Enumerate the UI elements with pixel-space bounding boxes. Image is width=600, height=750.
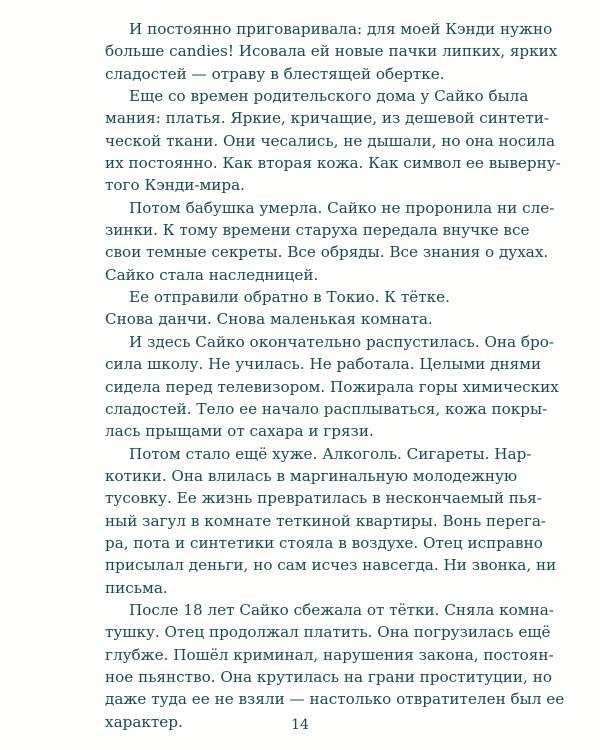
text-line: сила школу. Не училась. Не работала. Целыми днями [105, 355, 542, 374]
text-line: После 18 лет Сайко сбежала от тётки. Сняла комна- [129, 600, 554, 619]
text-line: ра, пота и синтетики стояла в воздухе. Отец исправно [105, 533, 543, 552]
text-line: мания: платья. Яркие, кричащие, из дешевой синтети- [105, 109, 550, 128]
text-line: Сайко стала наследницей. [105, 265, 319, 284]
text-line: свои темные секреты. Все обряды. Все знания о духах. [105, 243, 549, 262]
text-line: сладостей — отраву в блестящей обертке. [105, 64, 445, 83]
body-text [105, 18, 565, 733]
text-line: сидела перед телевизором. Пожирала горы химических [105, 377, 559, 396]
text-line: Потом бабушка умерла. Сайко не проронила ни сле- [129, 198, 555, 217]
text-line: даже туда ее не взяли — настолько отвратителен был ее [105, 690, 565, 709]
text-line: ное пьянство. Она крутилась на грани проституции, но [105, 667, 552, 686]
text-line: сладостей. Тело ее начало расплываться, кожа покры- [105, 399, 548, 418]
text-line: того Кэнди-мира. [105, 176, 246, 195]
text-line: больше candies! Исовала ей новые пачки липких, ярких [105, 42, 558, 61]
text-line: письма. [105, 578, 168, 597]
text-line: И постоянно приговаривала: для моей Кэнди нужно [129, 20, 553, 38]
text-line: присылал деньги, но сам исчез навсегда. Ни звонка, ни [105, 556, 557, 575]
text-line: Снова данчи. Снова маленькая комната. [105, 310, 433, 329]
text-line: зинки. К тому времени старуха передала внучке все [105, 221, 530, 240]
text-line: характер. [105, 712, 183, 731]
text-line: Потом стало ещё хуже. Алкоголь. Сигареты. Нар- [129, 444, 532, 463]
text-line: их постоянно. Как вторая кожа. Как символ ее выверну- [105, 154, 561, 173]
text-line: тусовку. Ее жизнь превратилась в нескончаемый пья- [105, 489, 542, 508]
text-line: Ее отправили обратно в Токио. К тётке. [129, 288, 450, 307]
text-line: ный загул в комнате теткиной квартиры. Вонь перега- [105, 511, 547, 530]
text-line: глубже. Пошёл криминал, нарушения закона, постоян- [105, 645, 554, 664]
text-line: тушку. Отец продолжал платить. Она погрузилась ещё [105, 623, 551, 642]
text-line: лась прыщами от сахара и грязи. [105, 422, 374, 441]
page-number: 14 [291, 717, 309, 733]
text-line: ческой ткани. Они чесались, не дышали, но она носила [105, 131, 556, 150]
text-line: Еще со времен родительского дома у Сайко была [129, 87, 529, 106]
text-line: И здесь Сайко окончательно распустилась. Она бро- [129, 332, 555, 351]
text-line: котики. Она влилась в маргинальную молодежную [105, 466, 518, 485]
